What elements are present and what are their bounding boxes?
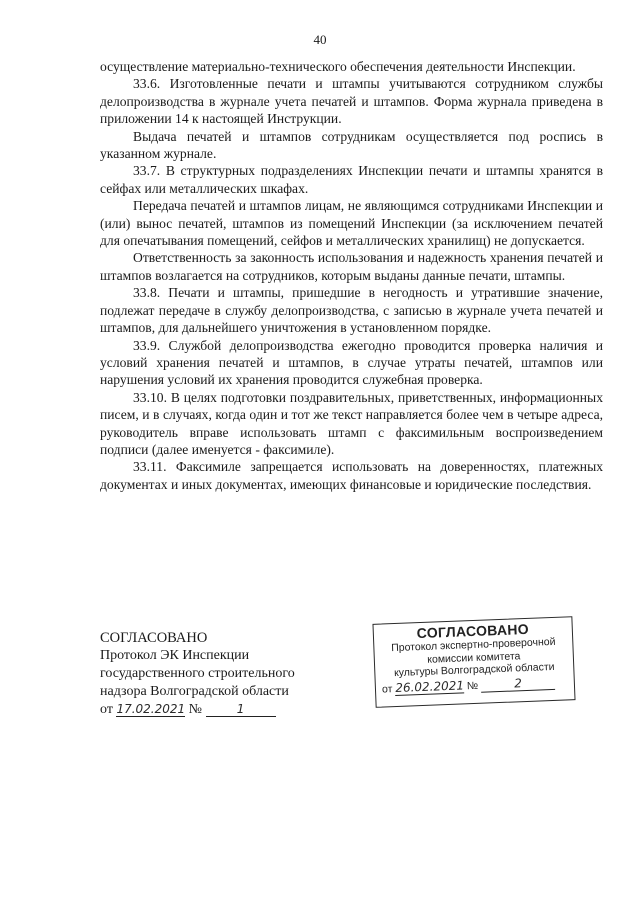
approval-line: государственного строительного xyxy=(100,666,295,681)
stamp-line: Протокол экспертно-проверочной xyxy=(390,635,556,655)
approval-line: Протокол ЭК Инспекции xyxy=(100,648,250,663)
approval-line: надзора Волгоградской области xyxy=(100,684,289,699)
paragraph: осуществление материально-технического обеспечения деятельности Инспекции. xyxy=(100,59,576,74)
paragraph: 33.9. Службой делопроизводства ежегодно проводится проверка наличия и условий хранения печатей и штампов, в случае утраты печатей, штампов или нарушения условий их хранения проводится служебная проверка. xyxy=(100,337,603,388)
stamp-handwritten-date: 26.02.2021 xyxy=(394,677,465,695)
stamp-number-prefix: № xyxy=(466,679,479,692)
paragraph: Выдача печатей и штампов сотрудникам осуществляется под роспись в указанном журнале. xyxy=(100,128,603,162)
paragraph: 33.8. Печати и штампы, пришедшие в негодность и утратившие значение, подлежат передаче в службу делопроизводства, с записью в журнале учета печатей и штампов, для дальнейшего уничтожения в установленном порядке. xyxy=(100,285,603,336)
paragraph: 33.10. В целях подготовки поздравительных, приветственных, информационных писем, и в случаях, когда один и тот же текст направляется более чем в четыре адреса, руководитель вправе использовать штамп с факсимильным воспроизведением подписи (далее именуется - факсимиле). xyxy=(100,389,603,457)
stamp-line: комиссии комитета xyxy=(427,649,521,666)
date-prefix: от xyxy=(100,702,113,717)
approval-block-left xyxy=(100,629,330,719)
paragraph: 33.6. Изготовленные печати и штампы учитываются сотрудником службы делопроизводства в журнале учета печатей и штампов. Форма журнала приведена в приложении 14 к настоящей Инструкции. xyxy=(100,76,603,127)
paragraph: Передача печатей и штампов лицам, не являющимся сотрудниками Инспекции и (или) вынос печатей, штампов из помещений Инспекции (за исключением печатей для опечатывания помещений, сейфов и металлических хранилищ) не допускается. xyxy=(100,198,603,249)
approval-stamp xyxy=(372,616,575,708)
document-body xyxy=(100,58,603,493)
handwritten-number: 1 xyxy=(206,702,276,717)
stamp-title: СОГЛАСОВАНО xyxy=(416,620,530,642)
number-prefix: № xyxy=(188,702,203,717)
handwritten-date: 17.02.2021 xyxy=(116,702,186,716)
approval-title: СОГЛАСОВАНО xyxy=(100,630,208,646)
stamp-date-prefix: от xyxy=(381,682,393,696)
page-number: 40 xyxy=(313,32,327,47)
paragraph: Ответственность за законность использования и надежность хранения печатей и штампов возлагается на сотрудников, которым выданы данные печати, штампы. xyxy=(100,250,603,283)
approval-date-row xyxy=(100,701,330,719)
stamp-line: культуры Волгоградской области xyxy=(393,660,555,680)
paragraph: 33.11. Факсимиле запрещается использовать на доверенностях, платежных документах и иных документах, имеющих финансовые и юридические последствия. xyxy=(100,459,603,492)
stamp-handwritten-number: 2 xyxy=(481,674,556,692)
paragraph: 33.7. В структурных подразделениях Инспекции печати и штампы хранятся в сейфах или металлических шкафах. xyxy=(100,163,603,196)
